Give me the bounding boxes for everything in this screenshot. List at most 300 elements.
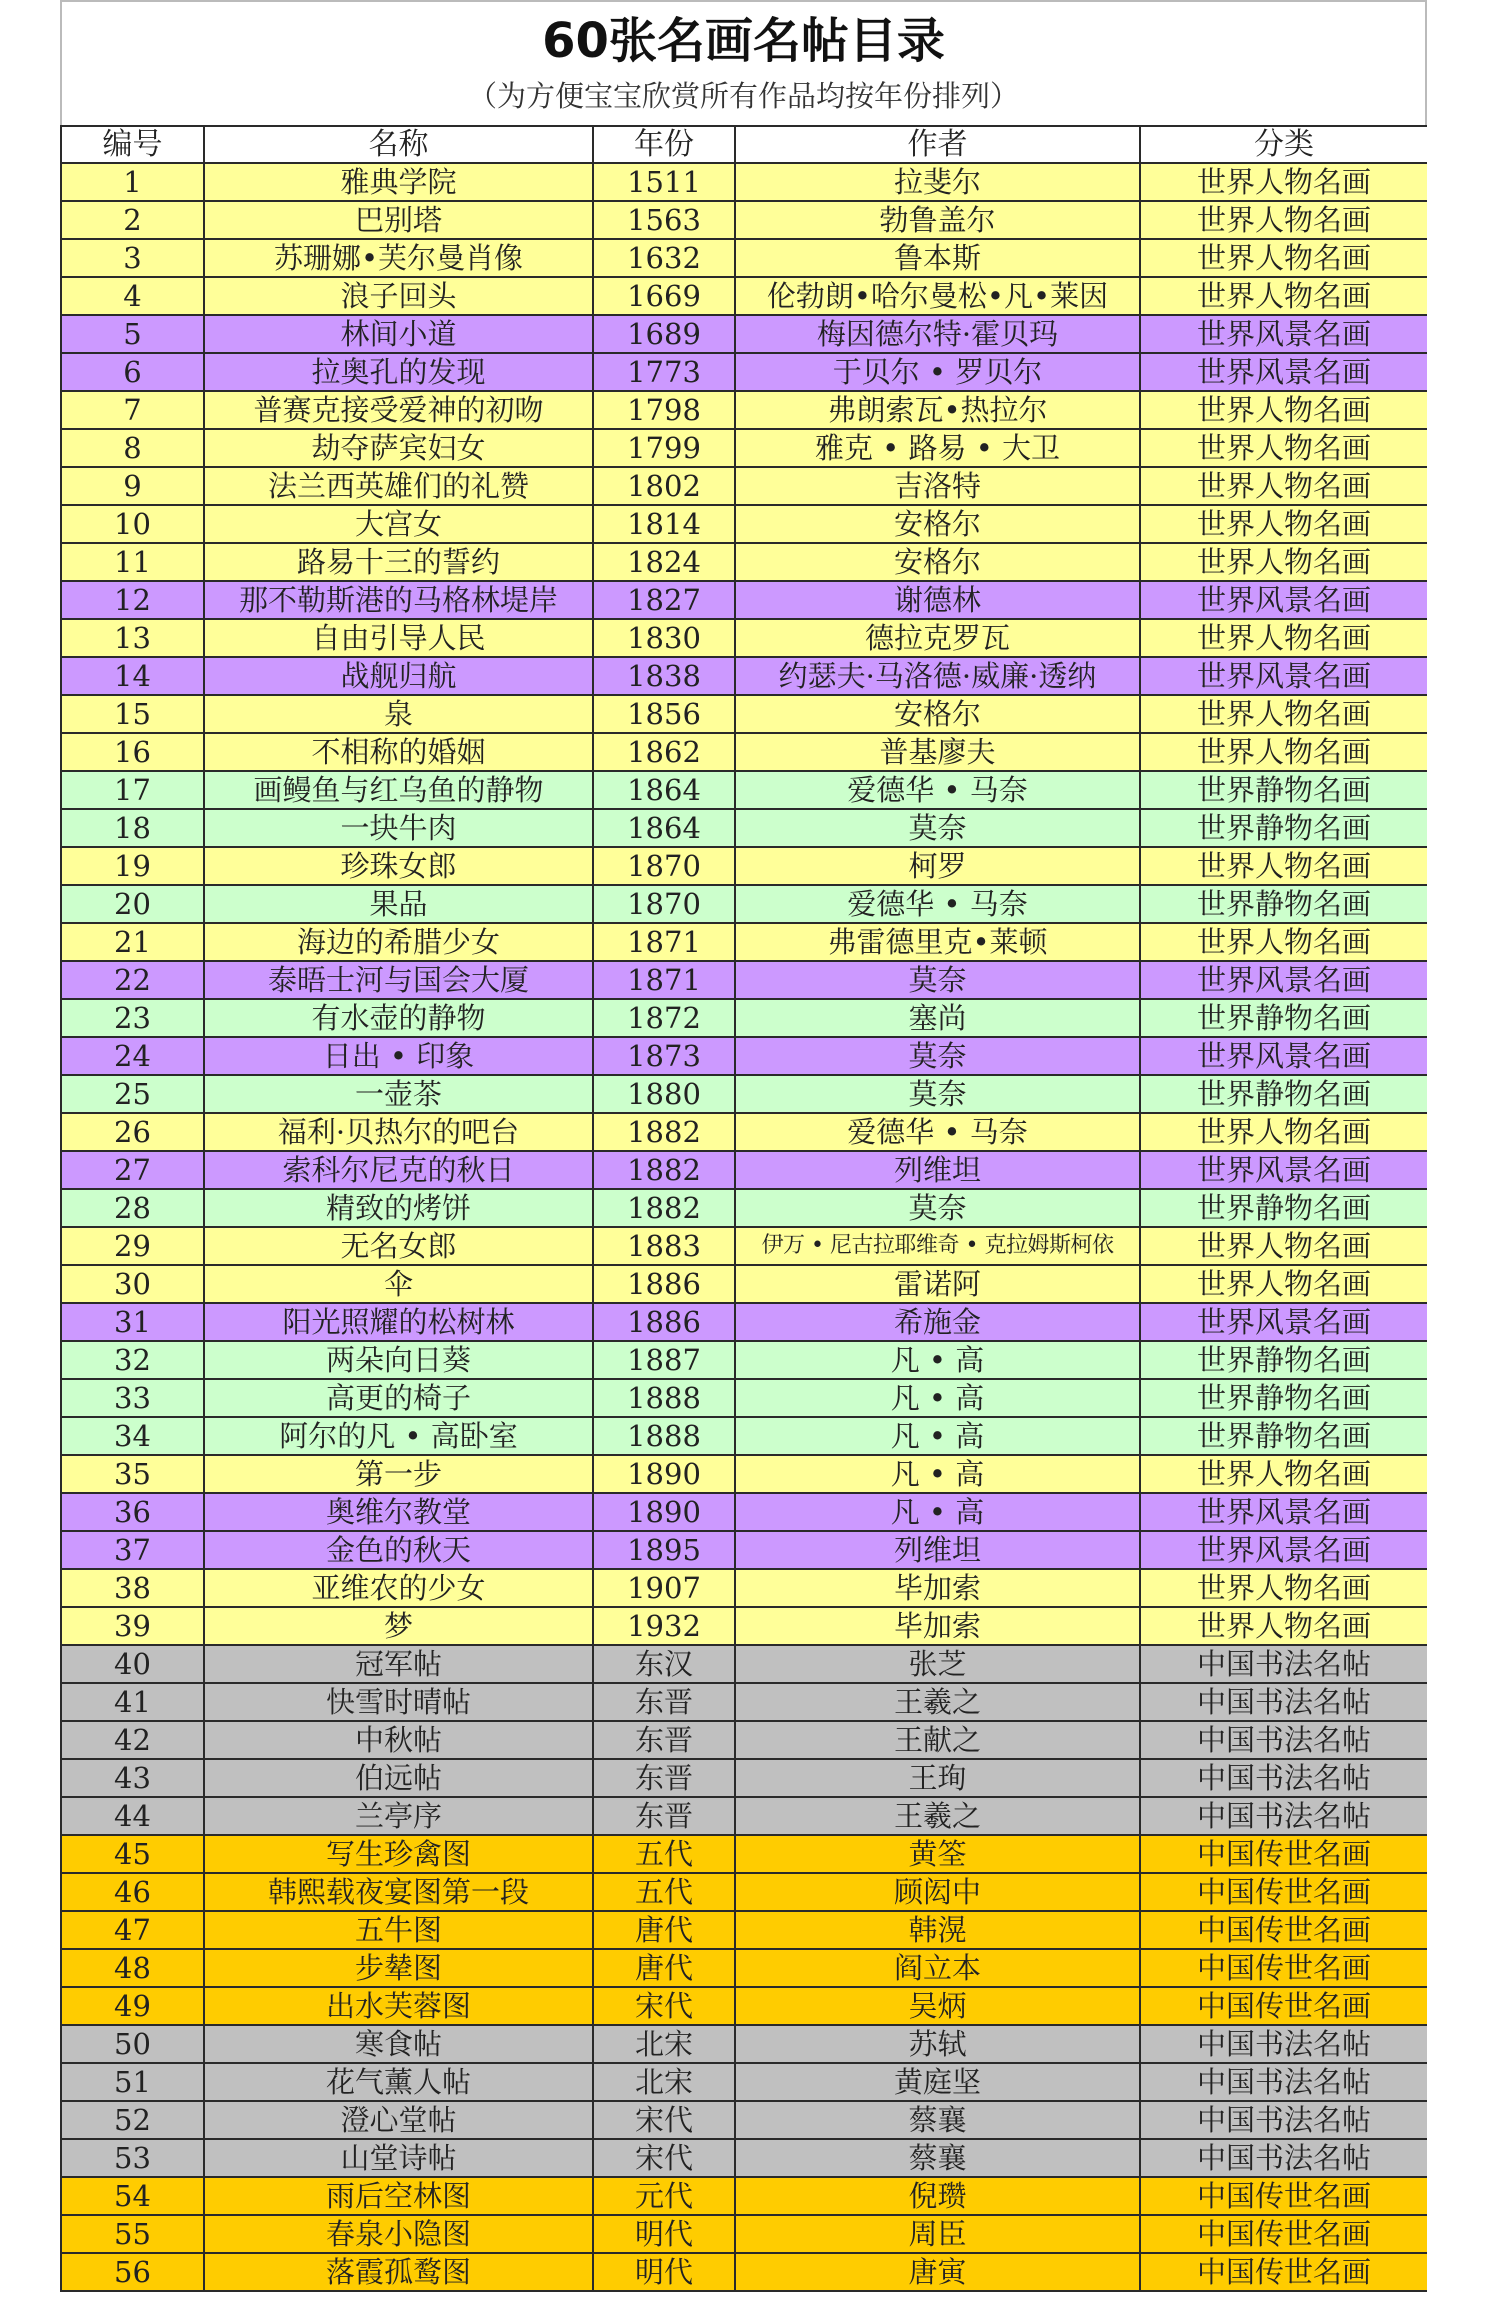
cell-category: 世界人物名画 — [1140, 429, 1427, 467]
table-row — [61, 695, 1427, 733]
cell-author: 蔡襄 — [735, 2101, 1140, 2139]
cell-author: 凡 • 高 — [735, 1493, 1140, 1531]
cell-category: 中国书法名帖 — [1140, 1645, 1427, 1683]
table-row — [61, 1759, 1427, 1797]
column-header-name: 名称 — [204, 126, 593, 163]
cell-author: 王羲之 — [735, 1797, 1140, 1835]
cell-category: 中国传世名画 — [1140, 1987, 1427, 2025]
cell-name: 珍珠女郎 — [204, 847, 593, 885]
cell-name: 自由引导人民 — [204, 619, 593, 657]
cell-name: 阿尔的凡 • 高卧室 — [204, 1417, 593, 1455]
cell-author: 凡 • 高 — [735, 1455, 1140, 1493]
table-row — [61, 619, 1427, 657]
cell-category: 世界静物名画 — [1140, 885, 1427, 923]
cell-name: 福利·贝热尔的吧台 — [204, 1113, 593, 1151]
cell-category: 中国传世名画 — [1140, 1835, 1427, 1873]
cell-number: 55 — [61, 2215, 204, 2253]
cell-name: 劫夺萨宾妇女 — [204, 429, 593, 467]
table-row — [61, 1987, 1427, 2025]
cell-number: 6 — [61, 353, 204, 391]
cell-year: 1870 — [593, 847, 735, 885]
table-row — [61, 2063, 1427, 2101]
cell-category: 中国传世名画 — [1140, 2177, 1427, 2215]
cell-author: 普基廖夫 — [735, 733, 1140, 771]
table-row — [61, 1189, 1427, 1227]
cell-author: 阎立本 — [735, 1949, 1140, 1987]
cell-category: 世界人物名画 — [1140, 733, 1427, 771]
cell-name: 兰亭序 — [204, 1797, 593, 1835]
cell-number: 17 — [61, 771, 204, 809]
cell-number: 14 — [61, 657, 204, 695]
cell-number: 56 — [61, 2253, 204, 2291]
catalog-table — [60, 125, 1427, 2292]
cell-author: 柯罗 — [735, 847, 1140, 885]
cell-author: 爱德华 • 马奈 — [735, 885, 1140, 923]
cell-year: 1883 — [593, 1227, 735, 1265]
cell-year: 1864 — [593, 809, 735, 847]
cell-category: 中国传世名画 — [1140, 1911, 1427, 1949]
table-row — [61, 847, 1427, 885]
cell-year: 1880 — [593, 1075, 735, 1113]
cell-category: 世界风景名画 — [1140, 961, 1427, 999]
cell-number: 41 — [61, 1683, 204, 1721]
cell-name: 中秋帖 — [204, 1721, 593, 1759]
cell-name: 果品 — [204, 885, 593, 923]
cell-number: 8 — [61, 429, 204, 467]
cell-category: 世界人物名画 — [1140, 543, 1427, 581]
cell-number: 32 — [61, 1341, 204, 1379]
cell-author: 王羲之 — [735, 1683, 1140, 1721]
cell-number: 27 — [61, 1151, 204, 1189]
cell-number: 54 — [61, 2177, 204, 2215]
cell-year: 元代 — [593, 2177, 735, 2215]
cell-name: 精致的烤饼 — [204, 1189, 593, 1227]
column-header-year: 年份 — [593, 126, 735, 163]
table-row — [61, 2101, 1427, 2139]
cell-category: 世界人物名画 — [1140, 505, 1427, 543]
cell-year: 东晋 — [593, 1759, 735, 1797]
column-header-category: 分类 — [1140, 126, 1427, 163]
cell-name: 海边的希腊少女 — [204, 923, 593, 961]
cell-name: 花气薰人帖 — [204, 2063, 593, 2101]
table-row — [61, 2177, 1427, 2215]
cell-year: 1827 — [593, 581, 735, 619]
cell-author: 雅克 • 路易 • 大卫 — [735, 429, 1140, 467]
cell-author: 吴炳 — [735, 1987, 1140, 2025]
cell-author: 爱德华 • 马奈 — [735, 1113, 1140, 1151]
cell-number: 42 — [61, 1721, 204, 1759]
cell-year: 明代 — [593, 2215, 735, 2253]
cell-category: 中国书法名帖 — [1140, 2025, 1427, 2063]
cell-name: 澄心堂帖 — [204, 2101, 593, 2139]
cell-year: 1871 — [593, 923, 735, 961]
cell-number: 4 — [61, 277, 204, 315]
cell-number: 46 — [61, 1873, 204, 1911]
cell-name: 有水壶的静物 — [204, 999, 593, 1037]
cell-category: 世界人物名画 — [1140, 1265, 1427, 1303]
cell-author: 毕加索 — [735, 1607, 1140, 1645]
cell-author: 韩滉 — [735, 1911, 1140, 1949]
cell-year: 1830 — [593, 619, 735, 657]
cell-number: 1 — [61, 163, 204, 201]
cell-number: 47 — [61, 1911, 204, 1949]
cell-number: 24 — [61, 1037, 204, 1075]
cell-number: 40 — [61, 1645, 204, 1683]
cell-category: 世界风景名画 — [1140, 1303, 1427, 1341]
table-row — [61, 1037, 1427, 1075]
cell-year: 1887 — [593, 1341, 735, 1379]
cell-category: 世界人物名画 — [1140, 619, 1427, 657]
cell-author: 黄筌 — [735, 1835, 1140, 1873]
cell-number: 33 — [61, 1379, 204, 1417]
cell-name: 寒食帖 — [204, 2025, 593, 2063]
cell-year: 唐代 — [593, 1949, 735, 1987]
cell-author: 苏轼 — [735, 2025, 1140, 2063]
cell-number: 29 — [61, 1227, 204, 1265]
cell-author: 德拉克罗瓦 — [735, 619, 1140, 657]
cell-name: 写生珍禽图 — [204, 1835, 593, 1873]
cell-category: 世界人物名画 — [1140, 467, 1427, 505]
table-row — [61, 1835, 1427, 1873]
cell-year: 1895 — [593, 1531, 735, 1569]
cell-name: 拉奥孔的发现 — [204, 353, 593, 391]
cell-number: 37 — [61, 1531, 204, 1569]
cell-author: 顾闳中 — [735, 1873, 1140, 1911]
cell-author: 谢德林 — [735, 581, 1140, 619]
cell-year: 1872 — [593, 999, 735, 1037]
table-row — [61, 2139, 1427, 2177]
cell-category: 中国书法名帖 — [1140, 2101, 1427, 2139]
table-row — [61, 277, 1427, 315]
cell-author: 列维坦 — [735, 1531, 1140, 1569]
cell-name: 韩熙载夜宴图第一段 — [204, 1873, 593, 1911]
cell-category: 世界静物名画 — [1140, 1189, 1427, 1227]
cell-year: 宋代 — [593, 2139, 735, 2177]
cell-category: 世界人物名画 — [1140, 391, 1427, 429]
column-header-number: 编号 — [61, 126, 204, 163]
cell-name: 泰晤士河与国会大厦 — [204, 961, 593, 999]
table-row — [61, 1417, 1427, 1455]
cell-number: 15 — [61, 695, 204, 733]
cell-author: 蔡襄 — [735, 2139, 1140, 2177]
cell-name: 大宫女 — [204, 505, 593, 543]
cell-name: 亚维农的少女 — [204, 1569, 593, 1607]
cell-number: 22 — [61, 961, 204, 999]
cell-number: 49 — [61, 1987, 204, 2025]
cell-year: 1838 — [593, 657, 735, 695]
cell-category: 世界人物名画 — [1140, 239, 1427, 277]
cell-category: 世界人物名画 — [1140, 277, 1427, 315]
cell-year: 1773 — [593, 353, 735, 391]
cell-author: 鲁本斯 — [735, 239, 1140, 277]
cell-year: 1511 — [593, 163, 735, 201]
table-row — [61, 771, 1427, 809]
cell-year: 1862 — [593, 733, 735, 771]
cell-name: 巴别塔 — [204, 201, 593, 239]
cell-year: 1856 — [593, 695, 735, 733]
table-row — [61, 2215, 1427, 2253]
cell-category: 世界静物名画 — [1140, 809, 1427, 847]
cell-author: 凡 • 高 — [735, 1417, 1140, 1455]
cell-author: 凡 • 高 — [735, 1341, 1140, 1379]
cell-year: 1669 — [593, 277, 735, 315]
cell-name: 五牛图 — [204, 1911, 593, 1949]
cell-category: 世界静物名画 — [1140, 1341, 1427, 1379]
table-row — [61, 809, 1427, 847]
cell-category: 中国书法名帖 — [1140, 1797, 1427, 1835]
cell-name: 奥维尔教堂 — [204, 1493, 593, 1531]
cell-name: 画鳗鱼与红乌鱼的静物 — [204, 771, 593, 809]
cell-category: 中国书法名帖 — [1140, 1683, 1427, 1721]
cell-name: 无名女郎 — [204, 1227, 593, 1265]
cell-number: 38 — [61, 1569, 204, 1607]
cell-number: 52 — [61, 2101, 204, 2139]
cell-author: 莫奈 — [735, 809, 1140, 847]
table-row — [61, 353, 1427, 391]
cell-year: 1932 — [593, 1607, 735, 1645]
cell-author: 吉洛特 — [735, 467, 1140, 505]
cell-number: 12 — [61, 581, 204, 619]
cell-year: 北宋 — [593, 2025, 735, 2063]
cell-year: 1824 — [593, 543, 735, 581]
cell-author: 拉斐尔 — [735, 163, 1140, 201]
cell-number: 51 — [61, 2063, 204, 2101]
cell-author: 倪瓒 — [735, 2177, 1140, 2215]
cell-category: 中国书法名帖 — [1140, 2139, 1427, 2177]
cell-number: 53 — [61, 2139, 204, 2177]
cell-number: 25 — [61, 1075, 204, 1113]
cell-number: 2 — [61, 201, 204, 239]
cell-author: 莫奈 — [735, 1189, 1140, 1227]
cell-name: 步辇图 — [204, 1949, 593, 1987]
cell-category: 世界风景名画 — [1140, 657, 1427, 695]
cell-number: 13 — [61, 619, 204, 657]
table-row — [61, 1607, 1427, 1645]
table-row — [61, 1075, 1427, 1113]
cell-number: 16 — [61, 733, 204, 771]
cell-name: 冠军帖 — [204, 1645, 593, 1683]
cell-year: 1871 — [593, 961, 735, 999]
cell-number: 3 — [61, 239, 204, 277]
cell-category: 世界人物名画 — [1140, 1227, 1427, 1265]
cell-category: 世界风景名画 — [1140, 353, 1427, 391]
cell-year: 1814 — [593, 505, 735, 543]
cell-year: 唐代 — [593, 1911, 735, 1949]
cell-number: 45 — [61, 1835, 204, 1873]
table-row — [61, 1949, 1427, 1987]
cell-year: 1882 — [593, 1189, 735, 1227]
cell-category: 世界风景名画 — [1140, 1531, 1427, 1569]
table-row — [61, 1303, 1427, 1341]
cell-category: 世界静物名画 — [1140, 1075, 1427, 1113]
cell-number: 39 — [61, 1607, 204, 1645]
table-row — [61, 1873, 1427, 1911]
cell-name: 雨后空林图 — [204, 2177, 593, 2215]
cell-number: 20 — [61, 885, 204, 923]
cell-year: 1882 — [593, 1113, 735, 1151]
cell-category: 世界风景名画 — [1140, 1037, 1427, 1075]
cell-number: 11 — [61, 543, 204, 581]
cell-name: 那不勒斯港的马格林堤岸 — [204, 581, 593, 619]
cell-category: 世界静物名画 — [1140, 999, 1427, 1037]
cell-name: 战舰归航 — [204, 657, 593, 695]
cell-number: 35 — [61, 1455, 204, 1493]
cell-number: 10 — [61, 505, 204, 543]
cell-name: 路易十三的誓约 — [204, 543, 593, 581]
cell-author: 梅因德尔特·霍贝玛 — [735, 315, 1140, 353]
cell-year: 1870 — [593, 885, 735, 923]
table-row — [61, 2025, 1427, 2063]
cell-year: 1873 — [593, 1037, 735, 1075]
cell-category: 中国传世名画 — [1140, 2253, 1427, 2291]
table-row — [61, 657, 1427, 695]
cell-number: 7 — [61, 391, 204, 429]
cell-author: 弗朗索瓦•热拉尔 — [735, 391, 1140, 429]
cell-year: 宋代 — [593, 1987, 735, 2025]
table-row — [61, 239, 1427, 277]
cell-name: 泉 — [204, 695, 593, 733]
cell-number: 21 — [61, 923, 204, 961]
cell-name: 第一步 — [204, 1455, 593, 1493]
cell-author: 莫奈 — [735, 1075, 1140, 1113]
cell-author: 黄庭坚 — [735, 2063, 1140, 2101]
cell-name: 出水芙蓉图 — [204, 1987, 593, 2025]
table-row — [61, 1683, 1427, 1721]
cell-name: 法兰西英雄们的礼赞 — [204, 467, 593, 505]
cell-category: 世界风景名画 — [1140, 315, 1427, 353]
cell-name: 春泉小隐图 — [204, 2215, 593, 2253]
cell-category: 世界人物名画 — [1140, 695, 1427, 733]
cell-name: 阳光照耀的松树林 — [204, 1303, 593, 1341]
table-row — [61, 1265, 1427, 1303]
cell-number: 30 — [61, 1265, 204, 1303]
cell-year: 北宋 — [593, 2063, 735, 2101]
page-subtitle: （为方便宝宝欣赏所有作品均按年份排列） — [60, 70, 1427, 125]
table-row — [61, 1151, 1427, 1189]
table-row — [61, 315, 1427, 353]
cell-number: 28 — [61, 1189, 204, 1227]
cell-author: 安格尔 — [735, 695, 1140, 733]
table-body — [61, 163, 1427, 2291]
cell-name: 落霞孤鹜图 — [204, 2253, 593, 2291]
table-row — [61, 961, 1427, 999]
cell-author: 莫奈 — [735, 961, 1140, 999]
cell-year: 1864 — [593, 771, 735, 809]
cell-number: 18 — [61, 809, 204, 847]
cell-number: 34 — [61, 1417, 204, 1455]
cell-year: 1632 — [593, 239, 735, 277]
cell-author: 伦勃朗•哈尔曼松•凡•莱因 — [735, 277, 1140, 315]
cell-author: 塞尚 — [735, 999, 1140, 1037]
table-row — [61, 1911, 1427, 1949]
cell-category: 世界人物名画 — [1140, 1569, 1427, 1607]
cell-author: 勃鲁盖尔 — [735, 201, 1140, 239]
table-row — [61, 1645, 1427, 1683]
table-row — [61, 581, 1427, 619]
table-row — [61, 391, 1427, 429]
cell-category: 世界人物名画 — [1140, 1607, 1427, 1645]
cell-number: 23 — [61, 999, 204, 1037]
cell-number: 26 — [61, 1113, 204, 1151]
cell-name: 金色的秋天 — [204, 1531, 593, 1569]
cell-name: 林间小道 — [204, 315, 593, 353]
cell-number: 43 — [61, 1759, 204, 1797]
cell-year: 东晋 — [593, 1797, 735, 1835]
cell-year: 1689 — [593, 315, 735, 353]
cell-name: 日出 • 印象 — [204, 1037, 593, 1075]
cell-category: 中国传世名画 — [1140, 2215, 1427, 2253]
cell-number: 9 — [61, 467, 204, 505]
cell-year: 1890 — [593, 1455, 735, 1493]
cell-category: 世界人物名画 — [1140, 1455, 1427, 1493]
table-row — [61, 1797, 1427, 1835]
cell-year: 明代 — [593, 2253, 735, 2291]
cell-author: 张芝 — [735, 1645, 1140, 1683]
table-row — [61, 201, 1427, 239]
cell-author: 于贝尔 • 罗贝尔 — [735, 353, 1140, 391]
cell-name: 山堂诗帖 — [204, 2139, 593, 2177]
cell-category: 中国传世名画 — [1140, 1873, 1427, 1911]
catalog-sheet — [60, 0, 1427, 2322]
cell-year: 五代 — [593, 1835, 735, 1873]
cell-year: 五代 — [593, 1873, 735, 1911]
table-row — [61, 2253, 1427, 2291]
cell-name: 雅典学院 — [204, 163, 593, 201]
cell-category: 世界静物名画 — [1140, 1379, 1427, 1417]
cell-name: 索科尔尼克的秋日 — [204, 1151, 593, 1189]
cell-number: 48 — [61, 1949, 204, 1987]
cell-name: 一壶茶 — [204, 1075, 593, 1113]
cell-year: 1886 — [593, 1303, 735, 1341]
cell-year: 宋代 — [593, 2101, 735, 2139]
cell-name: 普赛克接受爱神的初吻 — [204, 391, 593, 429]
cell-name: 伞 — [204, 1265, 593, 1303]
cell-author: 毕加索 — [735, 1569, 1140, 1607]
table-row — [61, 1341, 1427, 1379]
cell-author: 弗雷德里克•莱顿 — [735, 923, 1140, 961]
cell-year: 1563 — [593, 201, 735, 239]
cell-category: 中国书法名帖 — [1140, 2063, 1427, 2101]
table-row — [61, 1493, 1427, 1531]
cell-number: 44 — [61, 1797, 204, 1835]
cell-author: 凡 • 高 — [735, 1379, 1140, 1417]
cell-year: 1890 — [593, 1493, 735, 1531]
cell-year: 1882 — [593, 1151, 735, 1189]
table-row — [61, 429, 1427, 467]
cell-author: 唐寅 — [735, 2253, 1140, 2291]
cell-year: 东晋 — [593, 1683, 735, 1721]
cell-author: 莫奈 — [735, 1037, 1140, 1075]
table-row — [61, 999, 1427, 1037]
cell-category: 世界人物名画 — [1140, 163, 1427, 201]
cell-number: 36 — [61, 1493, 204, 1531]
cell-name: 伯远帖 — [204, 1759, 593, 1797]
table-row — [61, 467, 1427, 505]
cell-year: 1886 — [593, 1265, 735, 1303]
cell-category: 世界风景名画 — [1140, 581, 1427, 619]
cell-category: 世界人物名画 — [1140, 1113, 1427, 1151]
cell-author: 王献之 — [735, 1721, 1140, 1759]
cell-year: 1888 — [593, 1379, 735, 1417]
table-row — [61, 1455, 1427, 1493]
cell-year: 1799 — [593, 429, 735, 467]
page-title: 60张名画名帖目录 — [60, 0, 1427, 70]
cell-name: 一块牛肉 — [204, 809, 593, 847]
cell-author: 安格尔 — [735, 505, 1140, 543]
table-header-row — [61, 126, 1427, 163]
cell-author: 雷诺阿 — [735, 1265, 1140, 1303]
cell-number: 5 — [61, 315, 204, 353]
